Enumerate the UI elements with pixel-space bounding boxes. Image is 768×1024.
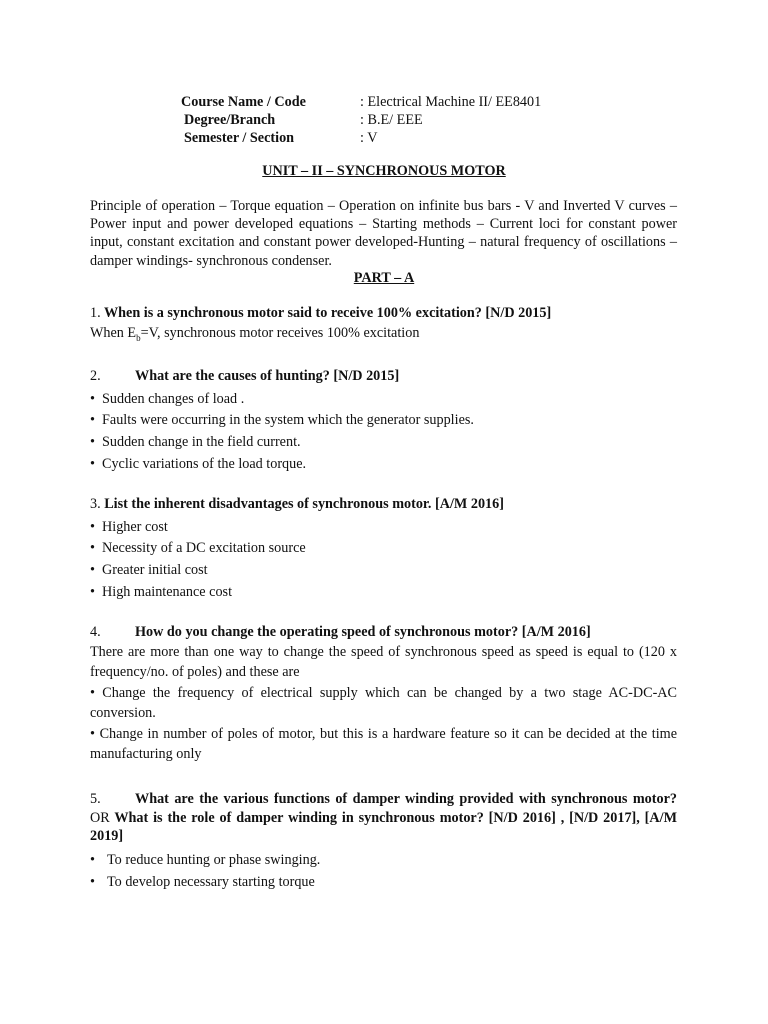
list-item: [90, 871, 677, 893]
list-item: [90, 454, 677, 476]
question-text: [90, 304, 677, 323]
list-item-text: Sudden changes of load .: [102, 390, 245, 407]
question-text: [90, 495, 677, 514]
question-label-alt: What is the role of damper winding in synchronous motor? [N/D 2016] , [N/D 2017], [A/M 2019]: [90, 809, 677, 844]
list-item: [90, 517, 677, 539]
bullet-icon: •: [90, 873, 95, 890]
question-number: 2.: [90, 368, 101, 384]
bullet-icon: •: [90, 540, 95, 557]
question-label: What are the causes of hunting? [N/D 2015]: [135, 368, 400, 384]
bullet-icon: •: [90, 684, 95, 701]
course-info-value: : V: [360, 130, 378, 146]
question-2: [90, 367, 677, 475]
question-label: How do you change the operating speed of synchronous motor? [A/M 2016]: [135, 624, 591, 640]
bullet-icon: •: [90, 583, 95, 600]
question-number: 3.: [90, 496, 101, 512]
list-item: [90, 538, 677, 560]
bullet-icon: •: [90, 725, 95, 742]
part-title: PART – A: [353, 270, 415, 286]
bullet-icon: •: [90, 390, 95, 407]
list-item-text: Cyclic variations of the load torque.: [102, 455, 307, 472]
question-label: When is a synchronous motor said to receive 100% excitation? [N/D 2015]: [103, 305, 552, 321]
answer-list: [90, 389, 677, 476]
question-text: [90, 790, 677, 846]
list-item: [90, 560, 677, 582]
bullet-icon: •: [90, 455, 95, 472]
answer-subscript: b: [136, 332, 141, 343]
list-item-text: Sudden change in the field current.: [102, 433, 301, 450]
question-3: [90, 495, 677, 603]
question-1: [90, 304, 677, 343]
course-info-key: Degree/Branch: [184, 112, 276, 128]
answer-point-text: Change the frequency of electrical supply which can be changed by a two stage AC-DC-AC conversion.: [90, 684, 678, 721]
answer-pre: When E: [90, 324, 137, 341]
course-info-value: : Electrical Machine II/ EE8401: [360, 94, 542, 110]
question-4: [90, 623, 677, 765]
list-item: [90, 410, 677, 432]
or-separator: OR: [90, 809, 110, 826]
bullet-icon: •: [90, 433, 95, 450]
course-info-value: : B.E/ EEE: [360, 112, 423, 128]
course-info-row: [181, 93, 611, 111]
question-number: 4.: [90, 624, 101, 640]
course-info-key: Course Name / Code: [181, 94, 306, 110]
bullet-icon: •: [90, 412, 95, 429]
list-item-text: High maintenance cost: [102, 583, 233, 600]
answer-point: [90, 683, 677, 724]
syllabus-paragraph: Principle of operation – Torque equation – Operation on infinite bus bars - V and Inverted V curves – Power input and power developed equations – Starting methods – Current loci for constant power input, constant excitation and constant power developed-Hunting – natural frequency of oscillations – damper windings- synchronous condenser.: [90, 198, 677, 269]
answer-point: [90, 724, 677, 765]
list-item: [90, 849, 677, 871]
list-item: [90, 432, 677, 454]
question-number: 1.: [90, 305, 101, 321]
bullet-icon: •: [90, 518, 95, 535]
list-item-text: Faults were occurring in the system which the generator supplies.: [102, 412, 474, 429]
answer-point-text: Change in number of poles of motor, but this is a hardware feature so it can be decided at the time manufacturing only: [90, 725, 678, 762]
unit-title: UNIT – II – SYNCHRONOUS MOTOR: [262, 163, 506, 179]
list-item-text: Higher cost: [102, 518, 168, 535]
bullet-icon: •: [90, 851, 95, 868]
question-label: List the inherent disadvantages of synchronous motor. [A/M 2016]: [104, 496, 504, 512]
list-item: [90, 389, 677, 411]
question-number: 5.: [90, 791, 101, 807]
course-info-row: [181, 111, 611, 129]
list-item-text: Necessity of a DC excitation source: [102, 540, 306, 557]
list-item: [90, 582, 677, 604]
answer-list: [90, 517, 677, 604]
answer-post: =V, synchronous motor receives 100% excitation: [140, 324, 420, 341]
list-item-text: To reduce hunting or phase swinging.: [107, 851, 321, 868]
course-info: [181, 93, 611, 147]
question-text: [90, 623, 677, 642]
question-label: What are the various functions of damper winding provided with synchronous motor?: [135, 791, 677, 807]
list-item-text: Greater initial cost: [102, 561, 208, 578]
answer-intro: There are more than one way to change the speed of synchronous speed as speed is equal to (120 x frequency/no. of poles) and these are: [90, 643, 677, 680]
course-info-row: [181, 129, 611, 147]
bullet-icon: •: [90, 561, 95, 578]
question-5: [90, 790, 677, 893]
course-info-key: Semester / Section: [184, 130, 295, 146]
question-text: [90, 367, 677, 386]
answer-list: [90, 849, 677, 893]
list-item-text: To develop necessary starting torque: [107, 873, 315, 890]
answer-text: [90, 323, 677, 343]
